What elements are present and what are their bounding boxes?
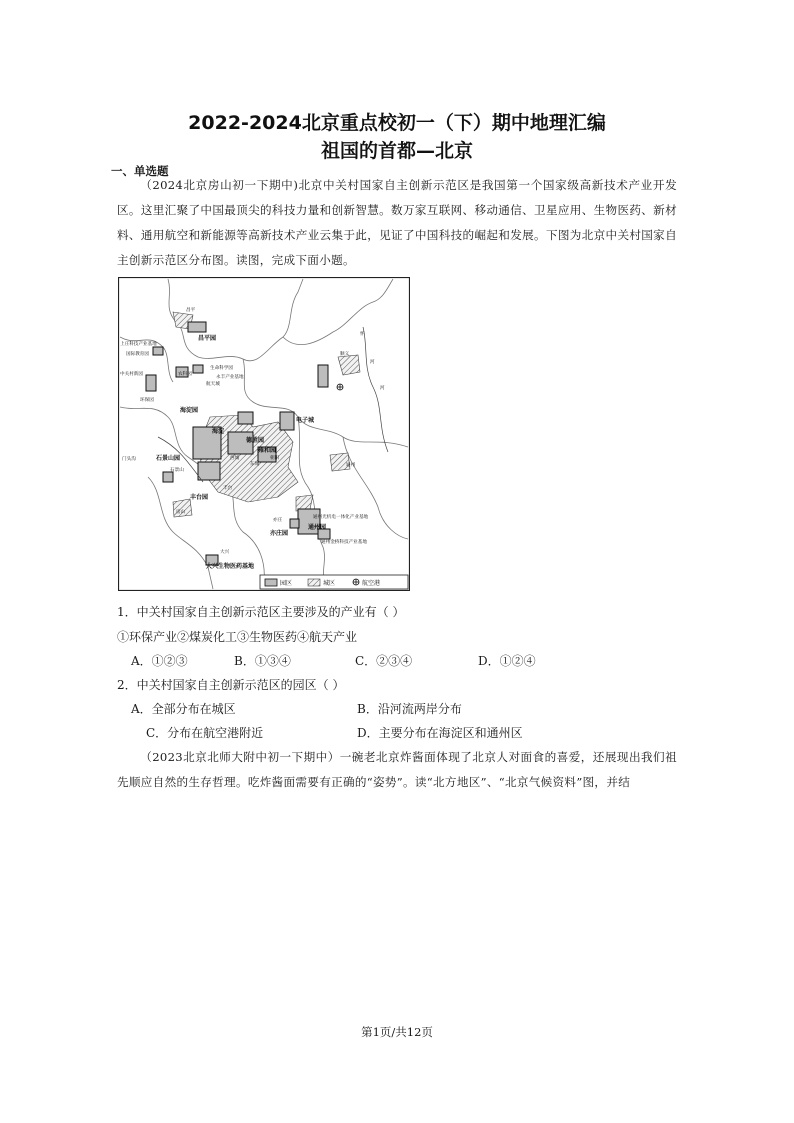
document-title: 2022-2024北京重点校初一（下）期中地理汇编 [188, 112, 606, 134]
map-label-fengtai-park: 丰台园 [190, 494, 209, 501]
legend-park: 园区 [280, 580, 293, 587]
map-label-shengming: 生命科学园 [210, 366, 233, 371]
passage-2: （2023北京北师大附中初一下期中）一碗老北京炸酱面体现了北京人对面食的喜爱，还展现出我们祖先顺应自然的生存哲理。吃炸酱面需要有正确的“姿势”。读“北方地区”、“北京气候资料”图，并结 [117, 750, 677, 789]
legend-park-swatch [265, 579, 277, 586]
map-label-daxing-bio: 大兴生物医药基地 [206, 563, 255, 570]
question-1-option-b: B．①③④ [234, 654, 291, 668]
map-label-dianzi: 电子城 [296, 417, 315, 424]
legend-city: 城区 [323, 580, 336, 587]
question-2-option-a: A．全部分布在城区 [131, 702, 236, 716]
map-label-yongfeng: 永丰产业基地 [216, 375, 244, 380]
map-label-xicheng: 西城 [230, 456, 240, 461]
question-1-option-a: A．①②③ [131, 654, 188, 668]
map-label-yizhuang-park: 亦庄园 [270, 530, 289, 537]
map-label-shijingshan: 石景山 [170, 468, 184, 473]
document-subtitle: 祖国的首都—北京 [320, 140, 473, 162]
question-1-sub: ①环保产业②煤炭化工③生物医药④航天产业 [117, 630, 358, 644]
map-label-dongcheng: 东城 [250, 462, 260, 467]
map-label-intl-edu: 国际教育园 [126, 352, 149, 357]
map-label-changping: 昌平 [186, 308, 196, 313]
map-label-tongzhou-park: 通州园 [308, 524, 327, 531]
map-label-haidian-park: 海淀园 [180, 407, 199, 414]
question-1-option-d: D．①②④ [478, 654, 536, 668]
passage-1: （2024北京房山初一下期中)北京中关村国家自主创新示范区是我国第一个国家级高新技术产业开发区。这里汇聚了中国最顶尖的科技力量和创新智慧。数万家互联网、移动通信、卫星应用、生物医药、新材料、通用航空和新能源等高新技术产业云集于此，见证了中国科技的崛起和发展。下图为北京中关村国家自主创新示范区分布图。读图，完成下面小题。 [117, 178, 677, 267]
map-label-zgc-xin: 中关村新园 [120, 372, 143, 377]
airport-icon [337, 384, 343, 390]
map-label-haidian: 海淀 [212, 428, 225, 435]
zhongguancun-map [118, 277, 410, 591]
map-label-shangzhuang: 上庄科技产业基地 [120, 342, 157, 347]
map-label-he2: 河 [380, 386, 385, 391]
legend-airport: 航空港 [362, 580, 381, 587]
map-label-huanbao: 环保园 [140, 398, 154, 403]
map-label-yonghe: 雍和园 [258, 447, 277, 454]
map-label-chaoyang: 朝阳 [270, 456, 280, 461]
map-label-mentougou: 门头沟 [122, 457, 136, 462]
map-label-desheng: 德胜园 [246, 437, 265, 444]
section-label: 一、单选题 [111, 164, 169, 178]
question-2-stem: 2．中关村国家自主创新示范区的园区（ ） [117, 678, 345, 692]
question-2-option-b: B．沿河流两岸分布 [357, 702, 462, 716]
map-label-tongzhou: 通州 [346, 463, 356, 468]
map-label-tongzhou-guangji: 通州光机电一体化产业基地 [313, 515, 369, 520]
map-label-fangshan: 房山 [176, 510, 186, 515]
page-footer: 第1页/共12页 [361, 1025, 433, 1039]
map-label-fengtai: 丰台 [223, 486, 233, 491]
question-2-option-c: C．分布在航空港附近 [146, 726, 264, 740]
map-label-daxing: 大兴 [220, 550, 230, 555]
question-1-stem: 1．中关村国家自主创新示范区主要涉及的产业有（ ） [117, 605, 405, 619]
map-label-he: 河 [370, 360, 375, 365]
map-label-nongke: 农科园 [178, 372, 192, 377]
map-label-yizhuang: 亦庄 [273, 518, 283, 523]
map-label-hangtian: 航天城 [206, 382, 220, 387]
map-legend [260, 575, 408, 589]
map-label-shunyi: 顺义 [340, 352, 350, 357]
legend-city-swatch [308, 579, 320, 586]
map-label-huai: 怀 [360, 332, 365, 337]
question-1-option-c: C．②③④ [355, 654, 413, 668]
map-label-changping-park: 昌平园 [198, 335, 217, 342]
map-label-tongzhou-jinqiao: 通州金桥科技产业基地 [321, 540, 367, 545]
map-label-shijingshan-park: 石景山园 [156, 455, 181, 462]
question-2-option-d: D．主要分布在海淀区和通州区 [357, 726, 523, 740]
